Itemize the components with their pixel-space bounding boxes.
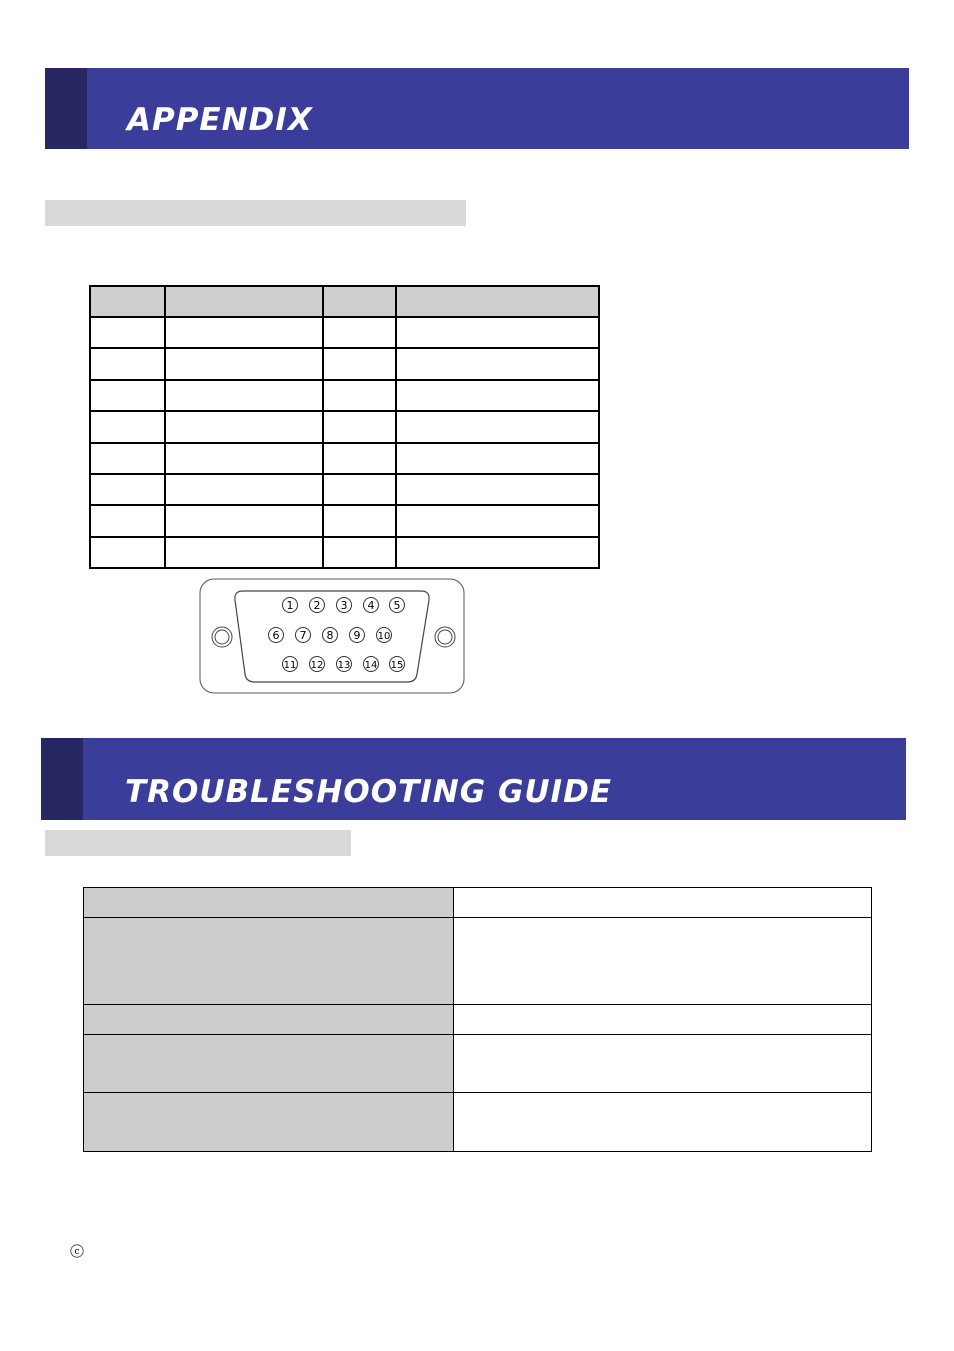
pin-label: 7 bbox=[299, 629, 307, 642]
solution-cell bbox=[454, 1005, 872, 1035]
pin-label: 1 bbox=[286, 599, 294, 612]
table-row bbox=[90, 411, 599, 442]
problem-cell bbox=[84, 1035, 454, 1093]
pin-label: 2 bbox=[313, 599, 321, 612]
table-row bbox=[84, 1005, 872, 1035]
table-row bbox=[90, 474, 599, 505]
table-row bbox=[90, 537, 599, 568]
pin-label: 8 bbox=[326, 629, 334, 642]
troubleshooting-table bbox=[83, 887, 872, 1152]
copyright-letter: c bbox=[74, 1247, 80, 1257]
pin-label: 6 bbox=[272, 629, 280, 642]
pin-label: 3 bbox=[340, 599, 348, 612]
banner-accent bbox=[41, 738, 83, 820]
section-heading-bar bbox=[45, 200, 466, 226]
pin-label: 9 bbox=[353, 629, 361, 642]
mount-hole-right-icon bbox=[435, 627, 455, 647]
table-row bbox=[84, 888, 872, 918]
table-row bbox=[90, 317, 599, 348]
table-row bbox=[90, 443, 599, 474]
pin-label: 15 bbox=[390, 660, 404, 671]
solution-cell bbox=[454, 1093, 872, 1152]
solution-cell bbox=[454, 1035, 872, 1093]
solution-cell bbox=[454, 888, 872, 918]
header-cell bbox=[396, 286, 599, 317]
header-cell bbox=[323, 286, 396, 317]
problem-cell bbox=[84, 1093, 454, 1152]
table-row bbox=[84, 918, 872, 1005]
banner-accent bbox=[45, 68, 87, 149]
copyright-icon bbox=[70, 1244, 84, 1258]
table-row bbox=[84, 1093, 872, 1152]
problem-cell bbox=[84, 1005, 454, 1035]
mount-hole-left-icon bbox=[212, 627, 232, 647]
table-header-row bbox=[90, 286, 599, 317]
pin-label: 10 bbox=[377, 631, 391, 642]
appendix-title: APPENDIX bbox=[127, 102, 313, 138]
problem-cell bbox=[84, 918, 454, 1005]
header-cell bbox=[165, 286, 323, 317]
problem-cell bbox=[84, 888, 454, 918]
table-row bbox=[90, 348, 599, 379]
header-cell bbox=[90, 286, 165, 317]
pin-label: 5 bbox=[393, 599, 401, 612]
pin-label: 11 bbox=[283, 660, 297, 671]
appendix-banner bbox=[45, 68, 909, 149]
table-row bbox=[84, 1035, 872, 1093]
pin-assignment-table bbox=[89, 285, 600, 569]
section-heading-bar bbox=[45, 830, 351, 856]
pin-label: 4 bbox=[367, 599, 375, 612]
troubleshooting-title: TROUBLESHOOTING GUIDE bbox=[125, 774, 612, 810]
dsub-connector-diagram bbox=[199, 578, 465, 694]
pin-label: 14 bbox=[364, 660, 378, 671]
pin-label: 12 bbox=[310, 660, 324, 671]
troubleshooting-banner bbox=[41, 738, 906, 820]
table-row bbox=[90, 380, 599, 411]
solution-cell bbox=[454, 918, 872, 1005]
pin-label: 13 bbox=[337, 660, 351, 671]
table-row bbox=[90, 505, 599, 536]
